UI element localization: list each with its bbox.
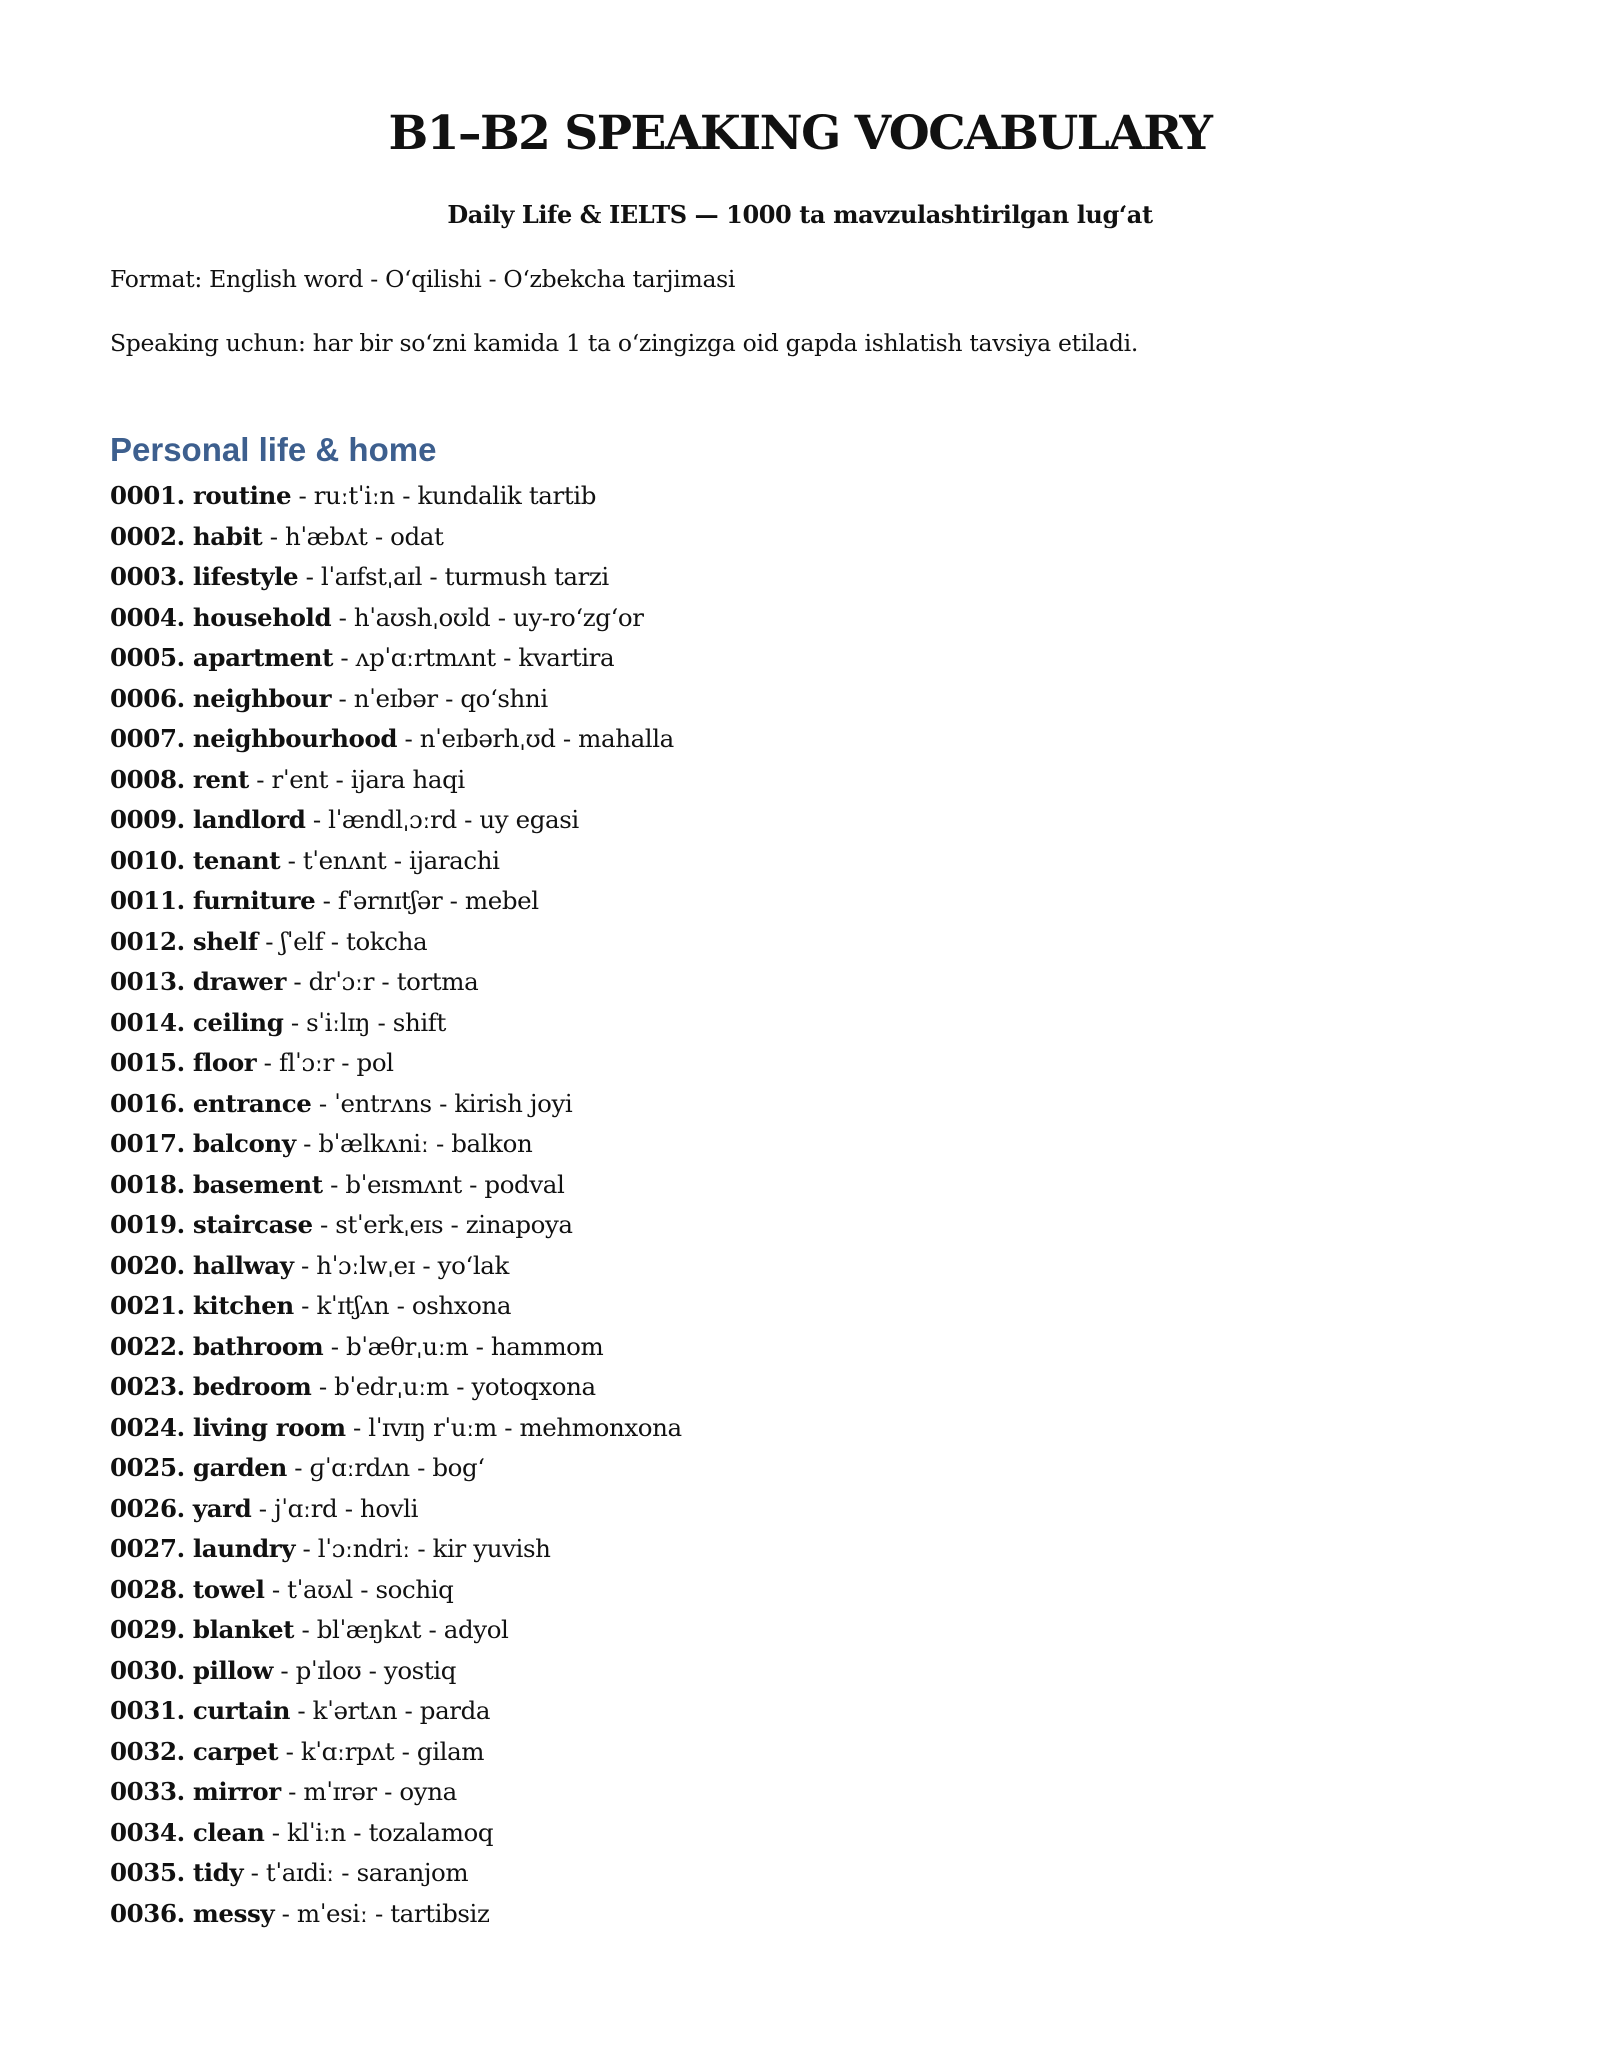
entry-word: shelf [192, 926, 258, 956]
entry-pronunciation-translation: - nˈeɪbər - qo‘shni [331, 683, 548, 713]
entry-pronunciation-translation: - lˈɔːndriː - kir yuvish [295, 1534, 551, 1563]
entry-number-word [110, 1453, 287, 1482]
entry-word: blanket [192, 1615, 295, 1644]
entry-pronunciation-translation: - pˈɪloʊ - yostiq [272, 1655, 457, 1685]
vocabulary-entry [110, 1570, 682, 1611]
entry-pronunciation-translation: - drˈɔːr - tortma [285, 967, 479, 996]
vocabulary-entry [110, 598, 682, 639]
entry-pronunciation-translation: - sˈiːlɪŋ - shift [283, 1007, 446, 1037]
entry-number: 0001. [110, 481, 185, 510]
entry-number-word [110, 765, 249, 794]
entry-pronunciation-translation: - fˈərnɪtʃər - mebel [315, 886, 539, 915]
entry-pronunciation-translation: - bˈæθrˌuːm - hammom [323, 1331, 604, 1361]
entry-number-word [110, 1008, 283, 1037]
entry-number-word [110, 1170, 323, 1199]
entry-word: rent [192, 764, 249, 794]
entry-pronunciation-translation: - jˈɑːrd - hovli [251, 1493, 419, 1523]
vocabulary-entry [110, 1327, 682, 1368]
vocabulary-entry [110, 679, 682, 720]
entry-number-word [110, 1089, 311, 1118]
entry-word: landlord [192, 805, 306, 834]
vocabulary-entry [110, 881, 682, 922]
entry-number: 0036. [110, 1898, 185, 1928]
entry-pronunciation-translation: - ɡˈɑːrdʌn - bog‘ [286, 1453, 485, 1482]
entry-word: laundry [192, 1534, 296, 1563]
entry-pronunciation-translation: - tˈenʌnt - ijarachi [280, 845, 500, 875]
vocabulary-list [110, 476, 682, 1934]
entry-word: staircase [192, 1210, 313, 1239]
vocabulary-entry [110, 1367, 682, 1408]
vocabulary-entry [110, 1003, 682, 1044]
entry-number-word [110, 1737, 278, 1766]
entry-number-word [110, 1129, 296, 1158]
entry-number-word [110, 603, 331, 632]
entry-word: bathroom [192, 1331, 324, 1361]
entry-pronunciation-translation: - hˈɔːlwˌeɪ - yo‘lak [293, 1250, 509, 1280]
entry-word: neighbour [192, 683, 332, 713]
entry-word: balcony [192, 1129, 296, 1158]
entry-number-word [110, 1615, 294, 1644]
entry-word: floor [192, 1048, 257, 1077]
vocabulary-entry [110, 841, 682, 882]
entry-number-word [110, 1332, 323, 1361]
entry-number: 0007. [110, 724, 185, 753]
entry-pronunciation-translation: - mˈɪrər - oyna [280, 1777, 457, 1806]
entry-pronunciation-translation: - lˈɪvɪŋ rˈuːm - mehmonxona [345, 1412, 682, 1442]
entry-number: 0034. [110, 1817, 185, 1847]
entry-word: kitchen [192, 1291, 294, 1320]
entry-pronunciation-translation: - lˈaɪfstˌaɪl - turmush tarzi [298, 562, 609, 591]
entry-number-word [110, 562, 298, 591]
vocabulary-entry [110, 1205, 682, 1246]
entry-number: 0023. [110, 1372, 185, 1401]
entry-number: 0027. [110, 1534, 185, 1563]
entry-number: 0035. [110, 1858, 185, 1887]
vocabulary-entry [110, 1286, 682, 1327]
page-subtitle: Daily Life & IELTS — 1000 ta mavzulashtirilgan lug‘at [447, 200, 1153, 229]
entry-word: neighbourhood [192, 724, 398, 753]
entry-word: bedroom [192, 1372, 312, 1401]
entry-word: messy [192, 1898, 275, 1928]
entry-pronunciation-translation: - bˈælkʌniː - balkon [295, 1129, 533, 1158]
entry-number: 0031. [110, 1696, 185, 1725]
vocabulary-entry [110, 962, 682, 1003]
entry-word: furniture [192, 886, 316, 915]
entry-number-word [110, 1210, 313, 1239]
entry-number-word [110, 1696, 290, 1725]
entry-number: 0004. [110, 602, 185, 632]
entry-pronunciation-translation: - flˈɔːr - pol [256, 1048, 394, 1077]
vocabulary-entry [110, 719, 682, 760]
entry-number: 0011. [110, 886, 185, 915]
entry-number: 0014. [110, 1007, 185, 1037]
entry-pronunciation-translation: - ruːtˈiːn - kundalik tartib [291, 481, 596, 510]
entry-number-word [110, 846, 280, 875]
entry-number: 0030. [110, 1655, 185, 1685]
entry-pronunciation-translation: - rˈent - ijara haqi [248, 764, 465, 794]
vocabulary-entry [110, 1165, 682, 1206]
entry-number: 0012. [110, 926, 185, 956]
page-title: B1–B2 SPEAKING VOCABULARY [388, 106, 1212, 161]
entry-number: 0015. [110, 1048, 185, 1077]
entry-number-word [110, 522, 262, 551]
entry-pronunciation-translation: - ʃˈelf - tokcha [257, 926, 428, 956]
speaking-note: Speaking uchun: har bir so‘zni kamida 1 ta o‘zingizga oid gapda ishlatish tavsiya etiladi. [110, 329, 1139, 357]
entry-number-word [110, 1251, 294, 1280]
vocabulary-entry [110, 1691, 682, 1732]
entry-number: 0009. [110, 805, 185, 834]
entry-number: 0008. [110, 764, 185, 794]
vocabulary-entry [110, 1894, 682, 1935]
vocabulary-entry [110, 1610, 682, 1651]
entry-pronunciation-translation: - bˈeɪsmʌnt - podval [322, 1169, 565, 1199]
vocabulary-entry [110, 517, 682, 558]
vocabulary-entry [110, 1043, 682, 1084]
entry-word: lifestyle [192, 562, 299, 591]
entry-pronunciation-translation: - bˈedrˌuːm - yotoqxona [311, 1372, 596, 1401]
entry-pronunciation-translation: - ˈentrʌns - kirish joyi [311, 1088, 573, 1118]
entry-pronunciation-translation: - lˈændlˌɔːrd - uy egasi [305, 805, 579, 834]
entry-word: household [192, 602, 332, 632]
entry-pronunciation-translation: - hˈaʊshˌoʊld - uy-ro‘zg‘or [331, 602, 644, 632]
entry-pronunciation-translation: - mˈesiː - tartibsiz [274, 1898, 490, 1928]
entry-number: 0002. [110, 521, 185, 551]
entry-number-word [110, 481, 291, 510]
entry-number: 0020. [110, 1250, 185, 1280]
entry-pronunciation-translation: - tˈaɪdiː - saranjom [243, 1858, 469, 1887]
entry-word: routine [192, 481, 292, 510]
format-note: Format: English word - O‘qilishi - O‘zbekcha tarjimasi [110, 265, 736, 293]
entry-number: 0026. [110, 1493, 185, 1523]
entry-number-word [110, 927, 258, 956]
entry-word: apartment [192, 643, 334, 672]
vocabulary-entry [110, 922, 682, 963]
entry-number: 0016. [110, 1088, 185, 1118]
entry-pronunciation-translation: - kˈɪtʃʌn - oshxona [293, 1291, 512, 1320]
entry-number: 0003. [110, 562, 185, 591]
entry-number-word [110, 724, 397, 753]
entry-word: tenant [192, 845, 281, 875]
entry-word: ceiling [192, 1007, 284, 1037]
entry-word: yard [192, 1493, 252, 1523]
entry-pronunciation-translation: - nˈeɪbərhˌʊd - mahalla [397, 724, 674, 753]
entry-number: 0033. [110, 1777, 185, 1806]
vocabulary-entry [110, 1408, 682, 1449]
entry-word: pillow [192, 1655, 273, 1685]
vocabulary-entry [110, 1124, 682, 1165]
entry-number: 0028. [110, 1574, 185, 1604]
entry-number-word [110, 1372, 311, 1401]
entry-pronunciation-translation: - kˈɑːrpʌt - gilam [278, 1736, 485, 1766]
entry-number: 0005. [110, 643, 185, 672]
entry-word: tidy [192, 1858, 244, 1887]
vocabulary-entry [110, 1448, 682, 1489]
entry-number: 0013. [110, 967, 185, 996]
vocabulary-entry [110, 638, 682, 679]
entry-number-word [110, 1818, 264, 1847]
entry-number-word [110, 805, 305, 834]
entry-number: 0018. [110, 1169, 185, 1199]
vocabulary-entry [110, 1853, 682, 1894]
entry-word: basement [192, 1169, 323, 1199]
entry-number-word [110, 1291, 294, 1320]
entry-number-word [110, 1534, 295, 1563]
entry-pronunciation-translation: - blˈæŋkʌt - adyol [294, 1615, 509, 1644]
vocabulary-entry [110, 760, 682, 801]
vocabulary-entry [110, 1813, 682, 1854]
entry-word: clean [192, 1817, 265, 1847]
entry-number: 0024. [110, 1412, 185, 1442]
entry-number: 0021. [110, 1291, 185, 1320]
vocabulary-entry [110, 800, 682, 841]
vocabulary-entry [110, 1651, 682, 1692]
entry-word: towel [192, 1574, 265, 1604]
vocabulary-entry [110, 557, 682, 598]
vocabulary-entry [110, 1246, 682, 1287]
entry-word: entrance [192, 1088, 312, 1118]
entry-pronunciation-translation: - klˈiːn - tozalamoq [264, 1817, 494, 1847]
entry-number-word [110, 684, 331, 713]
section-heading: Personal life & home [110, 431, 437, 468]
entry-number: 0029. [110, 1615, 185, 1644]
entry-number-word [110, 1413, 346, 1442]
entry-word: habit [192, 521, 263, 551]
entry-pronunciation-translation: - hˈæbʌt - odat [262, 521, 444, 551]
entry-word: garden [192, 1453, 287, 1482]
vocabulary-entry [110, 476, 682, 517]
entry-number: 0019. [110, 1210, 185, 1239]
entry-number: 0032. [110, 1736, 185, 1766]
entry-word: living room [192, 1412, 346, 1442]
entry-number: 0006. [110, 683, 185, 713]
vocabulary-entry [110, 1489, 682, 1530]
entry-number-word [110, 643, 333, 672]
entry-number-word [110, 886, 315, 915]
entry-pronunciation-translation: - tˈaʊʌl - sochiq [264, 1574, 454, 1604]
entry-word: curtain [192, 1696, 291, 1725]
entry-word: carpet [192, 1736, 279, 1766]
entry-number: 0017. [110, 1129, 185, 1158]
entry-number: 0025. [110, 1453, 185, 1482]
entry-word: mirror [192, 1777, 281, 1806]
entry-pronunciation-translation: - kˈərtʌn - parda [290, 1696, 491, 1725]
entry-word: drawer [192, 967, 286, 996]
entry-word: hallway [192, 1250, 294, 1280]
entry-number-word [110, 967, 286, 996]
entry-pronunciation-translation: - ʌpˈɑːrtmʌnt - kvartira [333, 643, 615, 672]
entry-number-word [110, 1494, 251, 1523]
entry-number-word [110, 1575, 265, 1604]
entry-number-word [110, 1048, 256, 1077]
entry-pronunciation-translation: - stˈerkˌeɪs - zinapoya [312, 1210, 573, 1239]
entry-number-word [110, 1899, 274, 1928]
entry-number: 0010. [110, 845, 185, 875]
entry-number-word [110, 1656, 273, 1685]
entry-number-word [110, 1858, 243, 1887]
vocabulary-entry [110, 1084, 682, 1125]
entry-number: 0022. [110, 1331, 185, 1361]
vocabulary-entry [110, 1529, 682, 1570]
vocabulary-entry [110, 1772, 682, 1813]
vocabulary-entry [110, 1732, 682, 1773]
entry-number-word [110, 1777, 281, 1806]
